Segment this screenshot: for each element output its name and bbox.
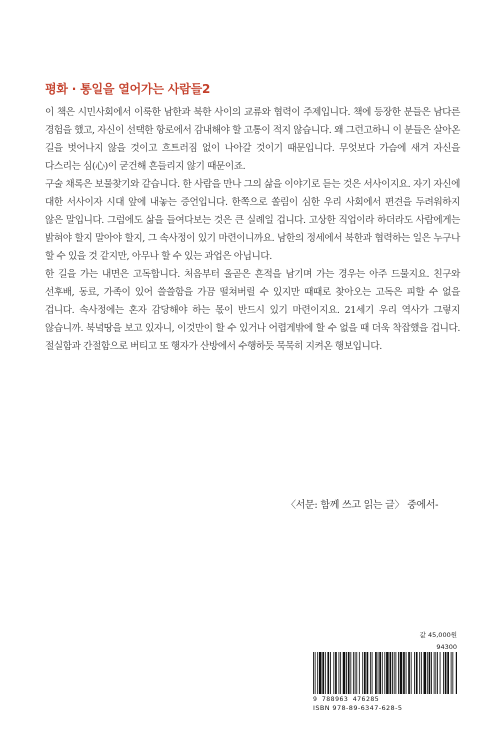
- barcode-bar: [424, 652, 427, 694]
- barcode-bar: [384, 652, 385, 694]
- barcode-bar: [395, 652, 396, 694]
- barcode-bar: [394, 652, 395, 694]
- barcode-bar: [350, 652, 351, 694]
- barcode-bar: [434, 652, 435, 694]
- barcode-bar: [355, 652, 356, 694]
- barcode-bar: [447, 652, 449, 694]
- barcode-bars: [313, 652, 457, 694]
- barcode-bar: [356, 652, 357, 694]
- barcode-bar: [382, 652, 383, 694]
- barcode-bar: [429, 652, 431, 694]
- barcode-bar: [325, 652, 326, 694]
- barcode-bar: [339, 652, 340, 694]
- barcode-bar: [343, 652, 346, 694]
- price-label: 값 45,000원: [419, 631, 457, 639]
- barcode-bar: [315, 652, 316, 694]
- barcode-bar: [370, 652, 371, 694]
- barcode-block: [309, 630, 459, 710]
- barcode-bar: [400, 652, 403, 694]
- barcode-bar: [390, 652, 392, 694]
- body-text: [45, 104, 460, 356]
- barcode-bar: [456, 652, 457, 694]
- barcode-bar: [322, 652, 324, 694]
- barcode-bar: [319, 652, 322, 694]
- barcode-bar: [379, 652, 381, 694]
- barcode-bar: [443, 652, 444, 694]
- barcode-bar: [364, 652, 366, 694]
- barcode-bar: [406, 652, 407, 694]
- barcode-bar: [392, 652, 393, 694]
- paragraph-1: 이 책은 시민사회에서 이룩한 남한과 북한 사이의 교류와 협력이 주제입니다. 책에 등장한 분들은 남다른 경험을 했고, 자신이 선택한 항로에서 감내해야 할 고통이 적지 않습니다. 왜 그런고하니 이 분들은 살아온 길을 벗어나지 않을 것이고 흐트러짐 없이 나아갈 것이기 때문입니다. 무엇보다 가슴에 새겨 자신을 다스리는 심(心)이 굳건해 흔들리지 않기 때문이죠.: [45, 107, 460, 172]
- barcode-bar: [346, 652, 347, 694]
- barcode-bar: [353, 652, 354, 694]
- barcode-bar: [375, 652, 377, 694]
- barcode-bar: [313, 652, 314, 694]
- barcode-addon: 94300: [436, 643, 457, 651]
- barcode-bar: [435, 652, 436, 694]
- barcode-bar: [386, 652, 389, 694]
- barcode-bar: [403, 652, 405, 694]
- paragraph-2: 구술 채록은 보물찾기와 같습니다. 한 사람을 만나 그의 삶을 이야기로 듣는 것은 서사이지요. 자기 자신에 대한 서사이자 시대 앞에 내놓는 증언입니다. 한쪽으로 쏠림이 심한 우리 사회에서 편견을 두려워하지 않은 말입니다. 그럼에도 삶을 들여다보는 것은 큰 실례일 겁니다. 고상한 직업이라 하더라도 사람에게는 밝혀야 할지 말아야 할지, 그 속사정이 있기 마련이니까요. 남한의 정세에서 북한과 협력하는 일은 누구나 할 수 있을 것 같지만, 아무나 할 수 있는 과업은 아닙니다.: [45, 179, 460, 262]
- barcode-bar: [362, 652, 363, 694]
- barcode-number: 9 788963 476285: [313, 695, 380, 703]
- paragraph-3: 한 길을 가는 내면은 고독합니다. 처음부터 올곧은 흔적을 남기며 가는 경우는 아주 드물지요. 친구와 선후배, 동료, 가족이 있어 쓸쓸함을 가끔 떨쳐버릴 수 있지만 때때로 찾아오는 고독은 피할 수 없을 겁니다. 속사정에는 혼자 감당해야 하는 몫이 반드시 있기 마련이지요. 21세기 우리 역사가 그렇지 않습니까. 북녘땅을 보고 있자니, 이것만이 할 수 있거나 어렵게밖에 할 수 없을 때 더욱 착잡했을 겁니다. 절실함과 간절함으로 버티고 또 행자가 산방에서 수행하듯 묵묵히 지켜온 행보입니다.: [45, 269, 460, 352]
- barcode-bar: [335, 652, 337, 694]
- barcode-bar: [431, 652, 432, 694]
- barcode-bar: [367, 652, 369, 694]
- barcode-bar: [372, 652, 373, 694]
- barcode-bar: [445, 652, 447, 694]
- barcode-bar: [440, 652, 441, 694]
- source-citation: 〈서문: 함께 쓰고 읽는 글〉 중에서-: [286, 500, 439, 511]
- barcode-bar: [427, 652, 428, 694]
- barcode-bar: [348, 652, 350, 694]
- barcode-bar: [398, 652, 399, 694]
- barcode-bar: [317, 652, 318, 694]
- barcode-bar: [437, 652, 438, 694]
- barcode-bar: [414, 652, 415, 694]
- barcode-bar: [333, 652, 334, 694]
- barcode-bar: [330, 652, 331, 694]
- isbn-number: ISBN 978-89-6347-628-5: [313, 704, 403, 712]
- barcode-bar: [411, 652, 412, 694]
- barcode-bar: [378, 652, 379, 694]
- barcode-bar: [327, 652, 329, 694]
- series-title: 평화 · 통일을 열어가는 사람들2: [45, 82, 211, 96]
- barcode-bar: [416, 652, 418, 694]
- barcode-bar: [421, 652, 422, 694]
- barcode-bar: [408, 652, 410, 694]
- barcode-bar: [340, 652, 341, 694]
- barcode-bar: [451, 652, 452, 694]
- barcode-bar: [359, 652, 360, 694]
- barcode-bar: [452, 652, 453, 694]
- barcode-bar: [419, 652, 420, 694]
